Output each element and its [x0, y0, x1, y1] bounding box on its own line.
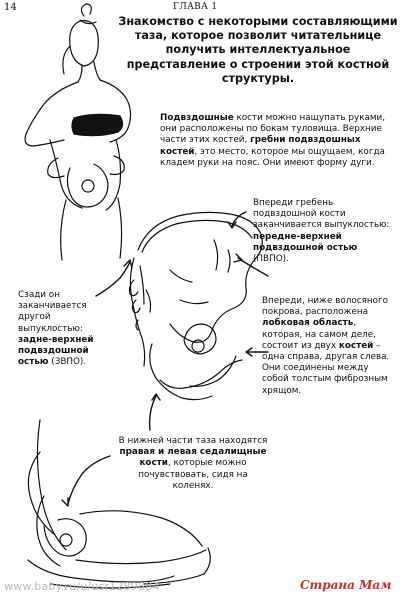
note-text: (ЗВПО).: [48, 357, 87, 368]
term-ischial: правая и левая седалищные кости: [119, 447, 267, 469]
note-text: , которые можно почувствовать, сидя на коленях.: [138, 458, 248, 491]
page-heading: Знакомство с некоторыми составляющими таза, которое позволит читательнице получить интеллектуальное представление о строении этой костной структуры.: [118, 15, 398, 85]
term-iliac-crest: гребни подвздошных костей: [160, 135, 361, 157]
note-text: кости можно нащупать руками, они расположены по бокам туловища. Верхние части этих костей,: [160, 113, 386, 146]
term-pubic: лобковая область: [262, 318, 354, 329]
term-psis: задне-верхней подвздошной остью: [18, 334, 94, 368]
page-number: 14: [4, 2, 17, 13]
term-bones: костей: [338, 340, 374, 351]
note-sitting-bones: [118, 436, 268, 492]
note-text: Сзади он заканчивается другой выпуклостью:: [18, 290, 87, 334]
note-text: В нижней части таза находятся: [118, 436, 268, 446]
term-iliac: Подвздошные: [160, 113, 234, 123]
note-text: (ПВПО).: [253, 254, 289, 265]
note-text: , которая, на самом деле, состоит из двух: [262, 318, 377, 351]
note-iliac-bones: [160, 113, 392, 169]
note-text: Впереди, ниже волосяного покрова, расположена: [262, 296, 389, 318]
note-text: – одна справа, другая слева. Они соединены между собой толстым фиброзным хрящом.: [262, 340, 390, 396]
term-asis: передне-верхней подвздошной остью: [253, 231, 358, 253]
note-text: , это место, которое мы ощущаем, когда кладем руки на пояс. Они имеют форму дуги.: [160, 146, 385, 168]
garment-shape: [72, 114, 123, 135]
note-front-crest: [253, 198, 393, 265]
pelvis-illustration: [130, 212, 263, 399]
note-pubic-area: [262, 296, 396, 397]
chapter-title: ГЛАВА 1: [173, 2, 218, 12]
watermark-url: www.baby.ru/u/usr1289884: [4, 580, 160, 593]
note-text: Впереди гребень подвздошной кости заканчивается выпуклостью:: [253, 198, 390, 231]
watermark-site: Страна Мам: [300, 578, 392, 592]
note-back-crest: [18, 290, 114, 368]
